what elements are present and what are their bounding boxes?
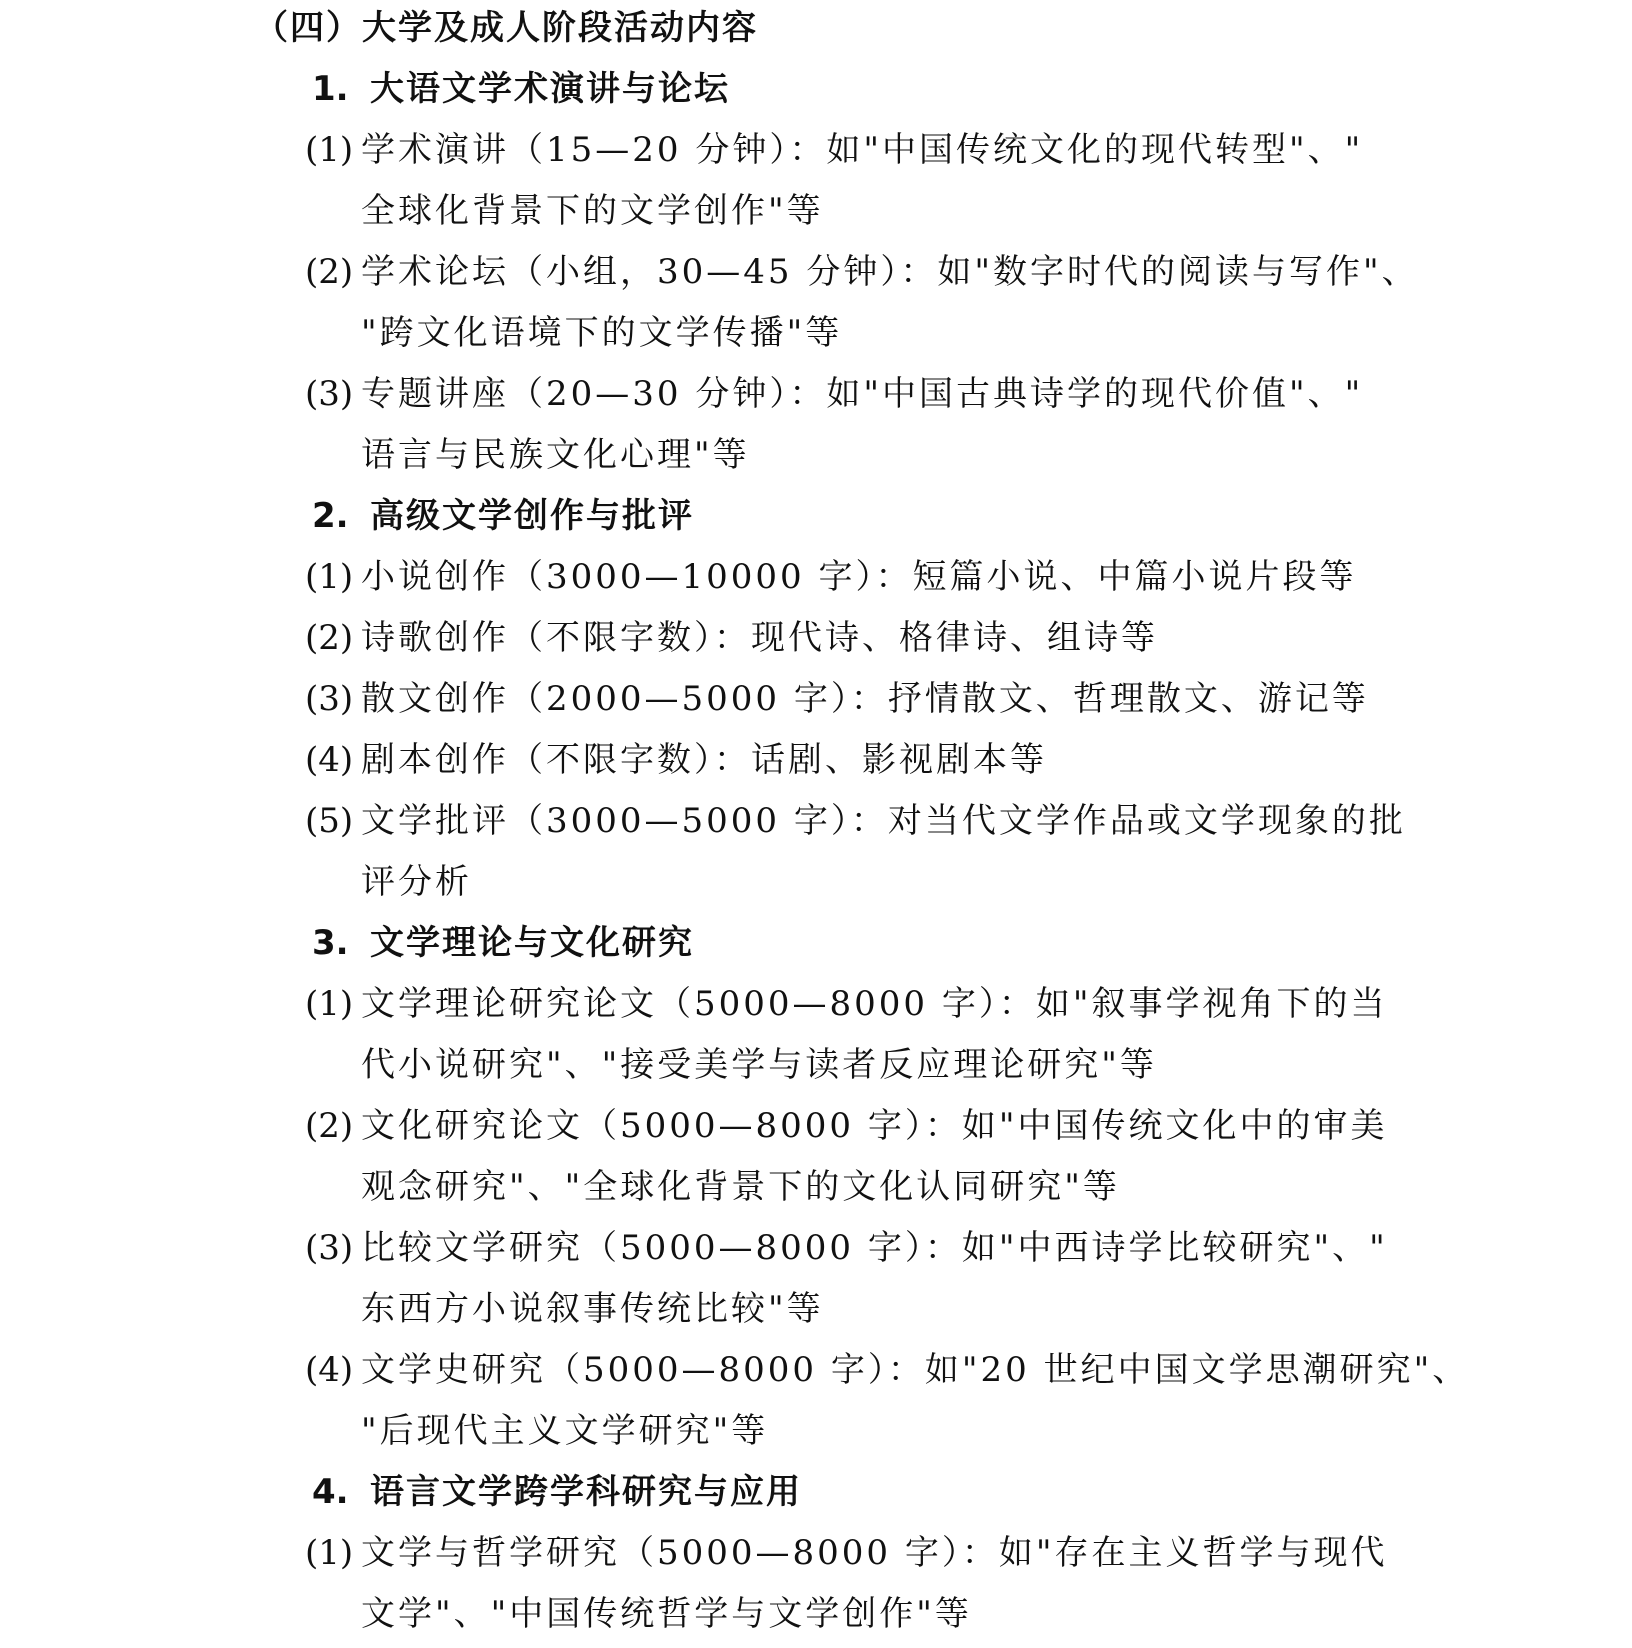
item-text: 文学批评（3000—5000 字）：对当代文学作品或文学现象的批 bbox=[361, 801, 1406, 841]
section-number: 1. bbox=[312, 69, 349, 109]
item-text-continuation: "后现代主义文学研究"等 bbox=[361, 1411, 769, 1451]
item-text-continuation: 全球化背景下的文学创作"等 bbox=[361, 191, 824, 231]
list-item bbox=[305, 982, 1388, 1026]
item-text: 文化研究论文（5000—8000 字）：如"中国传统文化中的审美 bbox=[361, 1106, 1388, 1146]
list-item bbox=[305, 1531, 1388, 1575]
list-item bbox=[305, 677, 1369, 721]
list-item bbox=[305, 372, 1363, 416]
item-text: 专题讲座（20—30 分钟）：如"中国古典诗学的现代价值"、" bbox=[361, 374, 1364, 414]
list-item bbox=[305, 616, 1158, 660]
item-text-continuation: 观念研究"、"全球化背景下的文化认同研究"等 bbox=[361, 1167, 1120, 1207]
item-text: 比较文学研究（5000—8000 字）：如"中西诗学比较研究"、" bbox=[361, 1228, 1388, 1268]
list-item bbox=[305, 555, 1357, 599]
item-marker: (1) bbox=[305, 984, 354, 1024]
item-text: 小说创作（3000—10000 字）：短篇小说、中篇小说片段等 bbox=[361, 557, 1357, 597]
list-item bbox=[305, 250, 1419, 294]
item-text: 文学与哲学研究（5000—8000 字）：如"存在主义哲学与现代 bbox=[361, 1533, 1388, 1573]
section-heading-4 bbox=[312, 1470, 802, 1514]
item-marker: (5) bbox=[305, 801, 354, 841]
section-heading-1 bbox=[312, 67, 730, 111]
section-number: 2. bbox=[312, 496, 349, 536]
section-number: 3. bbox=[312, 923, 349, 963]
item-marker: (2) bbox=[305, 252, 354, 292]
item-marker: (1) bbox=[305, 1533, 354, 1573]
section-heading-text: 文学理论与文化研究 bbox=[370, 923, 694, 963]
list-item bbox=[305, 1104, 1388, 1148]
item-marker: (3) bbox=[305, 374, 354, 414]
item-text-continuation: 文学"、"中国传统哲学与文学创作"等 bbox=[361, 1594, 972, 1634]
item-marker: (2) bbox=[305, 1106, 354, 1146]
item-text-continuation: 东西方小说叙事传统比较"等 bbox=[361, 1289, 824, 1329]
section-heading-2 bbox=[312, 494, 694, 538]
item-text: 诗歌创作（不限字数）：现代诗、格律诗、组诗等 bbox=[361, 618, 1158, 658]
item-marker: (4) bbox=[305, 740, 354, 780]
section-heading-text: 高级文学创作与批评 bbox=[370, 496, 694, 536]
section-heading-text: 语言文学跨学科研究与应用 bbox=[370, 1472, 802, 1512]
list-item bbox=[305, 799, 1406, 843]
section-heading-text: 大语文学术演讲与论坛 bbox=[370, 69, 730, 109]
list-item bbox=[305, 1348, 1469, 1392]
item-text: 学术论坛（小组，30—45 分钟）：如"数字时代的阅读与写作"、 bbox=[361, 252, 1419, 292]
item-text: 学术演讲（15—20 分钟）：如"中国传统文化的现代转型"、" bbox=[361, 130, 1364, 170]
item-text: 剧本创作（不限字数）：话剧、影视剧本等 bbox=[361, 740, 1047, 780]
list-item bbox=[305, 128, 1363, 172]
item-text-continuation: 语言与民族文化心理"等 bbox=[361, 435, 750, 475]
item-text-continuation: "跨文化语境下的文学传播"等 bbox=[361, 313, 843, 353]
section-title: （四）大学及成人阶段活动内容 bbox=[254, 8, 758, 48]
list-item bbox=[305, 738, 1047, 782]
item-marker: (3) bbox=[305, 1228, 354, 1268]
item-marker: (2) bbox=[305, 618, 354, 658]
section-heading-3 bbox=[312, 921, 694, 965]
item-marker: (4) bbox=[305, 1350, 354, 1390]
item-text: 文学理论研究论文（5000—8000 字）：如"叙事学视角下的当 bbox=[361, 984, 1388, 1024]
item-marker: (1) bbox=[305, 130, 354, 170]
item-text: 散文创作（2000—5000 字）：抒情散文、哲理散文、游记等 bbox=[361, 679, 1369, 719]
item-marker: (1) bbox=[305, 557, 354, 597]
item-text-continuation: 评分析 bbox=[361, 862, 472, 902]
list-item bbox=[305, 1226, 1388, 1270]
item-marker: (3) bbox=[305, 679, 354, 719]
item-text-continuation: 代小说研究"、"接受美学与读者反应理论研究"等 bbox=[361, 1045, 1157, 1085]
item-text: 文学史研究（5000—8000 字）：如"20 世纪中国文学思潮研究"、 bbox=[361, 1350, 1470, 1390]
section-number: 4. bbox=[312, 1472, 349, 1512]
